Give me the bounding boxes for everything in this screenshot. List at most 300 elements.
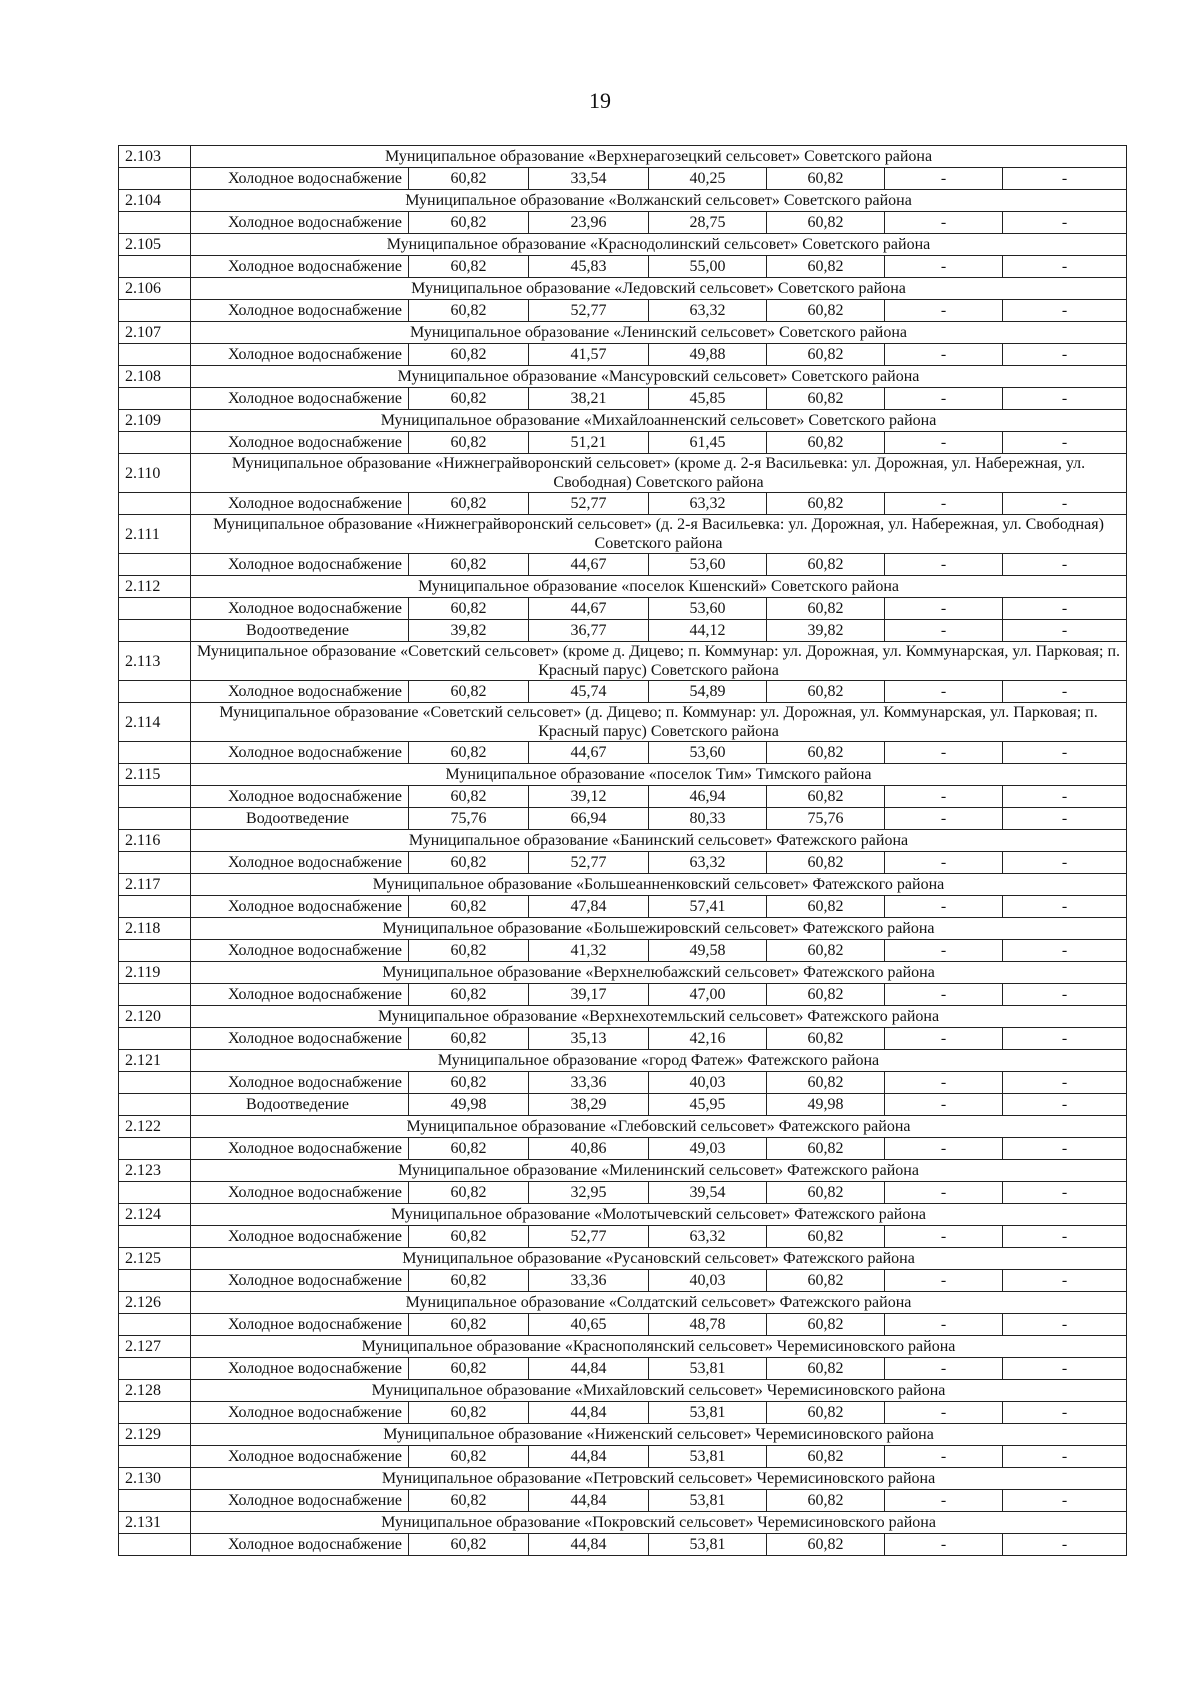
- tariff-value: 41,57: [529, 344, 649, 366]
- tariff-value: 44,67: [529, 554, 649, 576]
- service-name: Холодное водоснабжение: [191, 1182, 409, 1204]
- tariff-row: [119, 598, 1127, 620]
- tariff-value: 60,82: [767, 493, 885, 515]
- section-code: 2.116: [119, 830, 191, 852]
- section-code: 2.114: [119, 703, 191, 742]
- section-header-row: [119, 764, 1127, 786]
- tariff-value: 44,67: [529, 742, 649, 764]
- service-name: Холодное водоснабжение: [191, 432, 409, 454]
- service-name: Холодное водоснабжение: [191, 1270, 409, 1292]
- service-name: Холодное водоснабжение: [191, 786, 409, 808]
- service-name: Холодное водоснабжение: [191, 1358, 409, 1380]
- section-header-row: [119, 322, 1127, 344]
- tariff-value: 53,60: [649, 554, 767, 576]
- service-name: Холодное водоснабжение: [191, 256, 409, 278]
- empty-code-cell: [119, 598, 191, 620]
- tariff-value: -: [1003, 1226, 1127, 1248]
- tariff-row: [119, 1446, 1127, 1468]
- empty-code-cell: [119, 493, 191, 515]
- tariff-row: [119, 212, 1127, 234]
- section-header-row: [119, 1160, 1127, 1182]
- section-header-row: [119, 410, 1127, 432]
- tariff-value: 60,82: [409, 1028, 529, 1050]
- tariff-row: [119, 808, 1127, 830]
- tariff-value: 63,32: [649, 300, 767, 322]
- tariff-value: -: [885, 388, 1003, 410]
- tariff-value: -: [1003, 1358, 1127, 1380]
- tariff-value: -: [885, 1534, 1003, 1556]
- tariff-value: 42,16: [649, 1028, 767, 1050]
- tariff-row: [119, 940, 1127, 962]
- section-header-row: [119, 1116, 1127, 1138]
- service-name: Холодное водоснабжение: [191, 1028, 409, 1050]
- municipality-title: Муниципальное образование «поселок Тим» Тимского района: [191, 764, 1127, 786]
- empty-code-cell: [119, 1028, 191, 1050]
- tariff-row: [119, 1028, 1127, 1050]
- tariff-value: 60,82: [409, 1226, 529, 1248]
- section-code: 2.119: [119, 962, 191, 984]
- tariff-value: 60,82: [409, 212, 529, 234]
- empty-code-cell: [119, 1402, 191, 1424]
- tariff-row: [119, 256, 1127, 278]
- tariff-value: 39,17: [529, 984, 649, 1006]
- tariff-value: -: [885, 1314, 1003, 1336]
- tariff-value: 60,82: [767, 256, 885, 278]
- tariff-value: -: [885, 1270, 1003, 1292]
- tariff-value: -: [885, 300, 1003, 322]
- tariff-value: -: [1003, 388, 1127, 410]
- section-header-row: [119, 1336, 1127, 1358]
- section-code: 2.115: [119, 764, 191, 786]
- tariff-value: 53,81: [649, 1358, 767, 1380]
- section-code: 2.107: [119, 322, 191, 344]
- empty-code-cell: [119, 1270, 191, 1292]
- tariff-value: 60,82: [409, 1270, 529, 1292]
- tariff-value: -: [1003, 984, 1127, 1006]
- tariff-value: 60,82: [409, 1072, 529, 1094]
- service-name: Холодное водоснабжение: [191, 852, 409, 874]
- section-code: 2.128: [119, 1380, 191, 1402]
- tariff-value: 47,00: [649, 984, 767, 1006]
- tariff-row: [119, 388, 1127, 410]
- tariff-value: 54,89: [649, 681, 767, 703]
- municipality-title: Муниципальное образование «Покровский сельсовет» Черемисиновского района: [191, 1512, 1127, 1534]
- section-code: 2.120: [119, 1006, 191, 1028]
- tariff-row: [119, 1270, 1127, 1292]
- section-code: 2.104: [119, 190, 191, 212]
- tariff-value: 60,82: [767, 1490, 885, 1512]
- municipality-title: Муниципальное образование «Верхнерагозецкий сельсовет» Советского района: [191, 146, 1127, 168]
- empty-code-cell: [119, 1358, 191, 1380]
- tariff-value: -: [1003, 896, 1127, 918]
- service-name: Холодное водоснабжение: [191, 940, 409, 962]
- tariff-value: -: [885, 1072, 1003, 1094]
- municipality-title: Муниципальное образование «Краснополянский сельсовет» Черемисиновского района: [191, 1336, 1127, 1358]
- tariff-value: -: [1003, 1446, 1127, 1468]
- tariff-value: -: [885, 1490, 1003, 1512]
- tariff-value: -: [885, 1094, 1003, 1116]
- tariff-value: 80,33: [649, 808, 767, 830]
- tariff-value: 60,82: [767, 300, 885, 322]
- municipality-title: Муниципальное образование «Верхнелюбажский сельсовет» Фатежского района: [191, 962, 1127, 984]
- tariff-value: 52,77: [529, 852, 649, 874]
- tariff-value: 60,82: [409, 1402, 529, 1424]
- service-name: Холодное водоснабжение: [191, 742, 409, 764]
- tariff-value: 44,84: [529, 1402, 649, 1424]
- empty-code-cell: [119, 1534, 191, 1556]
- tariff-value: 60,82: [767, 168, 885, 190]
- tariff-value: 60,82: [409, 388, 529, 410]
- service-name: Холодное водоснабжение: [191, 1138, 409, 1160]
- tariff-value: 38,29: [529, 1094, 649, 1116]
- empty-code-cell: [119, 808, 191, 830]
- service-name: Холодное водоснабжение: [191, 1534, 409, 1556]
- empty-code-cell: [119, 620, 191, 642]
- tariff-value: 60,82: [409, 493, 529, 515]
- section-code: 2.123: [119, 1160, 191, 1182]
- municipality-title: Муниципальное образование «Советский сельсовет» (д. Дицево; п. Коммунар: ул. Дорожная, ул. Коммунарская, ул. Парковая; п. Красный парус) Советского района: [191, 703, 1127, 742]
- tariff-value: 60,82: [767, 786, 885, 808]
- empty-code-cell: [119, 896, 191, 918]
- tariff-value: 47,84: [529, 896, 649, 918]
- empty-code-cell: [119, 212, 191, 234]
- tariff-value: 39,82: [409, 620, 529, 642]
- empty-code-cell: [119, 681, 191, 703]
- section-code: 2.103: [119, 146, 191, 168]
- empty-code-cell: [119, 742, 191, 764]
- tariff-value: 60,82: [767, 896, 885, 918]
- tariff-value: -: [1003, 1094, 1127, 1116]
- service-name: Холодное водоснабжение: [191, 984, 409, 1006]
- service-name: Холодное водоснабжение: [191, 1072, 409, 1094]
- tariff-value: 39,12: [529, 786, 649, 808]
- tariff-value: 61,45: [649, 432, 767, 454]
- empty-code-cell: [119, 1446, 191, 1468]
- tariff-value: 49,58: [649, 940, 767, 962]
- tariff-value: 75,76: [767, 808, 885, 830]
- section-code: 2.131: [119, 1512, 191, 1534]
- tariff-row: [119, 344, 1127, 366]
- tariff-value: 60,82: [767, 554, 885, 576]
- tariff-row: [119, 1358, 1127, 1380]
- tariff-value: -: [1003, 168, 1127, 190]
- tariff-value: 60,82: [767, 598, 885, 620]
- municipality-title: Муниципальное образование «Миленинский сельсовет» Фатежского района: [191, 1160, 1127, 1182]
- tariff-value: 60,82: [767, 681, 885, 703]
- empty-code-cell: [119, 388, 191, 410]
- tariff-value: 60,82: [767, 1226, 885, 1248]
- tariff-value: 39,54: [649, 1182, 767, 1204]
- section-code: 2.112: [119, 576, 191, 598]
- tariff-value: -: [885, 1402, 1003, 1424]
- tariff-value: -: [885, 984, 1003, 1006]
- tariff-row: [119, 1534, 1127, 1556]
- municipality-title: Муниципальное образование «город Фатеж» Фатежского района: [191, 1050, 1127, 1072]
- municipality-title: Муниципальное образование «Большежировский сельсовет» Фатежского района: [191, 918, 1127, 940]
- tariff-value: 33,36: [529, 1072, 649, 1094]
- tariff-value: 60,82: [409, 554, 529, 576]
- tariff-value: 60,82: [409, 896, 529, 918]
- tariff-value: -: [1003, 1490, 1127, 1512]
- tariff-value: 63,32: [649, 493, 767, 515]
- tariff-value: 40,03: [649, 1270, 767, 1292]
- tariff-value: -: [1003, 852, 1127, 874]
- tariff-value: 35,13: [529, 1028, 649, 1050]
- tariff-value: 60,82: [409, 984, 529, 1006]
- tariff-value: 45,74: [529, 681, 649, 703]
- empty-code-cell: [119, 256, 191, 278]
- municipality-title: Муниципальное образование «Солдатский сельсовет» Фатежского района: [191, 1292, 1127, 1314]
- service-name: Водоотведение: [191, 1094, 409, 1116]
- municipality-title: Муниципальное образование «Молотычевский сельсовет» Фатежского района: [191, 1204, 1127, 1226]
- tariff-value: -: [1003, 493, 1127, 515]
- tariff-value: 57,41: [649, 896, 767, 918]
- tariff-row: [119, 620, 1127, 642]
- tariff-value: 52,77: [529, 300, 649, 322]
- tariff-value: 60,82: [409, 742, 529, 764]
- tariff-value: 60,82: [409, 432, 529, 454]
- tariff-value: 46,94: [649, 786, 767, 808]
- tariff-value: 60,82: [767, 1072, 885, 1094]
- section-code: 2.105: [119, 234, 191, 256]
- empty-code-cell: [119, 1094, 191, 1116]
- tariff-value: -: [885, 940, 1003, 962]
- tariff-value: -: [1003, 1028, 1127, 1050]
- tariff-value: 60,82: [409, 786, 529, 808]
- section-header-row: [119, 1292, 1127, 1314]
- tariff-row: [119, 1314, 1127, 1336]
- tariff-value: 40,86: [529, 1138, 649, 1160]
- section-header-row: [119, 1248, 1127, 1270]
- tariff-value: 40,03: [649, 1072, 767, 1094]
- tariff-value: -: [1003, 1314, 1127, 1336]
- service-name: Водоотведение: [191, 808, 409, 830]
- section-code: 2.117: [119, 874, 191, 896]
- tariff-row: [119, 896, 1127, 918]
- tariff-value: 55,00: [649, 256, 767, 278]
- tariff-value: 60,82: [767, 1314, 885, 1336]
- service-name: Холодное водоснабжение: [191, 598, 409, 620]
- empty-code-cell: [119, 300, 191, 322]
- tariff-value: 60,82: [409, 1138, 529, 1160]
- tariff-row: [119, 1182, 1127, 1204]
- tariff-value: 40,25: [649, 168, 767, 190]
- tariff-row: [119, 493, 1127, 515]
- tariff-value: 60,82: [767, 212, 885, 234]
- tariff-value: -: [1003, 940, 1127, 962]
- tariff-value: 60,82: [767, 388, 885, 410]
- empty-code-cell: [119, 432, 191, 454]
- section-header-row: [119, 830, 1127, 852]
- municipality-title: Муниципальное образование «Мансуровский сельсовет» Советского района: [191, 366, 1127, 388]
- tariff-value: -: [885, 212, 1003, 234]
- tariff-value: -: [1003, 1182, 1127, 1204]
- section-header-row: [119, 454, 1127, 493]
- service-name: Холодное водоснабжение: [191, 300, 409, 322]
- tariff-value: 60,82: [409, 344, 529, 366]
- empty-code-cell: [119, 1314, 191, 1336]
- municipality-title: Муниципальное образование «поселок Кшенский» Советского района: [191, 576, 1127, 598]
- tariff-value: -: [885, 681, 1003, 703]
- empty-code-cell: [119, 168, 191, 190]
- tariff-row: [119, 1072, 1127, 1094]
- empty-code-cell: [119, 852, 191, 874]
- tariff-value: 53,60: [649, 742, 767, 764]
- tariff-value: 41,32: [529, 940, 649, 962]
- service-name: Холодное водоснабжение: [191, 212, 409, 234]
- section-code: 2.121: [119, 1050, 191, 1072]
- tariff-row: [119, 852, 1127, 874]
- service-name: Холодное водоснабжение: [191, 554, 409, 576]
- tariff-value: -: [885, 1138, 1003, 1160]
- tariff-value: 60,82: [767, 1028, 885, 1050]
- municipality-title: Муниципальное образование «Нижнеграйворонский сельсовет» (д. 2-я Васильевка: ул. Дорожная, ул. Набережная, ул. Свободная) Советского района: [191, 515, 1127, 554]
- tariff-value: -: [885, 1226, 1003, 1248]
- section-header-row: [119, 1380, 1127, 1402]
- tariff-value: -: [885, 432, 1003, 454]
- section-header-row: [119, 190, 1127, 212]
- municipality-title: Муниципальное образование «Ниженский сельсовет» Черемисиновского района: [191, 1424, 1127, 1446]
- tariff-value: 60,82: [409, 1182, 529, 1204]
- municipality-title: Муниципальное образование «Банинский сельсовет» Фатежского района: [191, 830, 1127, 852]
- service-name: Холодное водоснабжение: [191, 493, 409, 515]
- tariff-value: 60,82: [767, 1534, 885, 1556]
- tariff-value: 63,32: [649, 852, 767, 874]
- section-header-row: [119, 1424, 1127, 1446]
- tariff-row: [119, 300, 1127, 322]
- section-code: 2.113: [119, 642, 191, 681]
- section-header-row: [119, 576, 1127, 598]
- tariff-value: 44,84: [529, 1446, 649, 1468]
- tariff-value: -: [885, 786, 1003, 808]
- municipality-title: Муниципальное образование «Краснодолинский сельсовет» Советского района: [191, 234, 1127, 256]
- tariff-value: 75,76: [409, 808, 529, 830]
- tariff-value: 60,82: [409, 168, 529, 190]
- tariff-value: -: [885, 852, 1003, 874]
- municipality-title: Муниципальное образование «Верхнехотемльский сельсовет» Фатежского района: [191, 1006, 1127, 1028]
- tariff-row: [119, 1094, 1127, 1116]
- section-header-row: [119, 962, 1127, 984]
- tariff-value: -: [885, 256, 1003, 278]
- tariff-row: [119, 1226, 1127, 1248]
- municipality-title: Муниципальное образование «Ледовский сельсовет» Советского района: [191, 278, 1127, 300]
- tariff-row: [119, 681, 1127, 703]
- municipality-title: Муниципальное образование «Большеанненковский сельсовет» Фатежского района: [191, 874, 1127, 896]
- tariff-value: -: [885, 493, 1003, 515]
- tariff-value: 60,82: [767, 432, 885, 454]
- tariff-value: 60,82: [409, 1534, 529, 1556]
- tariff-row: [119, 432, 1127, 454]
- section-code: 2.125: [119, 1248, 191, 1270]
- section-header-row: [119, 366, 1127, 388]
- tariff-value: 60,82: [767, 1270, 885, 1292]
- service-name: Холодное водоснабжение: [191, 344, 409, 366]
- tariff-value: 44,84: [529, 1534, 649, 1556]
- tariff-row: [119, 1402, 1127, 1424]
- tariff-value: 44,12: [649, 620, 767, 642]
- tariff-value: 45,85: [649, 388, 767, 410]
- tariff-value: -: [1003, 344, 1127, 366]
- section-header-row: [119, 278, 1127, 300]
- municipality-title: Муниципальное образование «Русановский сельсовет» Фатежского района: [191, 1248, 1127, 1270]
- tariff-value: 60,82: [409, 598, 529, 620]
- section-code: 2.122: [119, 1116, 191, 1138]
- tariff-value: 60,82: [409, 1446, 529, 1468]
- section-header-row: [119, 874, 1127, 896]
- tariff-row: [119, 168, 1127, 190]
- tariff-value: 38,21: [529, 388, 649, 410]
- section-code: 2.127: [119, 1336, 191, 1358]
- section-code: 2.130: [119, 1468, 191, 1490]
- section-header-row: [119, 1468, 1127, 1490]
- tariff-value: 60,82: [409, 1358, 529, 1380]
- section-code: 2.126: [119, 1292, 191, 1314]
- municipality-title: Муниципальное образование «Михайлоанненский сельсовет» Советского района: [191, 410, 1127, 432]
- tariff-value: 48,78: [649, 1314, 767, 1336]
- tariff-value: 36,77: [529, 620, 649, 642]
- tariff-value: -: [885, 598, 1003, 620]
- tariff-value: -: [885, 1446, 1003, 1468]
- tariff-value: 23,96: [529, 212, 649, 234]
- tariff-value: 60,82: [409, 1490, 529, 1512]
- tariff-value: 40,65: [529, 1314, 649, 1336]
- municipality-title: Муниципальное образование «Ленинский сельсовет» Советского района: [191, 322, 1127, 344]
- table-body: [119, 146, 1127, 1556]
- tariff-value: -: [1003, 212, 1127, 234]
- tariff-row: [119, 984, 1127, 1006]
- municipality-title: Муниципальное образование «Глебовский сельсовет» Фатежского района: [191, 1116, 1127, 1138]
- empty-code-cell: [119, 344, 191, 366]
- tariff-value: 60,82: [767, 1446, 885, 1468]
- service-name: Холодное водоснабжение: [191, 896, 409, 918]
- section-code: 2.124: [119, 1204, 191, 1226]
- service-name: Холодное водоснабжение: [191, 1226, 409, 1248]
- tariff-value: 60,82: [767, 1138, 885, 1160]
- tariff-value: 32,95: [529, 1182, 649, 1204]
- tariff-value: 66,94: [529, 808, 649, 830]
- tariff-value: -: [885, 168, 1003, 190]
- section-code: 2.110: [119, 454, 191, 493]
- tariff-value: 60,82: [767, 742, 885, 764]
- section-code: 2.106: [119, 278, 191, 300]
- empty-code-cell: [119, 786, 191, 808]
- tariff-value: -: [1003, 742, 1127, 764]
- tariff-value: -: [1003, 1072, 1127, 1094]
- tariff-value: 44,84: [529, 1490, 649, 1512]
- empty-code-cell: [119, 1138, 191, 1160]
- empty-code-cell: [119, 1182, 191, 1204]
- service-name: Холодное водоснабжение: [191, 168, 409, 190]
- tariff-row: [119, 1490, 1127, 1512]
- empty-code-cell: [119, 1072, 191, 1094]
- tariff-value: 60,82: [767, 1358, 885, 1380]
- tariff-value: -: [885, 344, 1003, 366]
- tariff-value: -: [1003, 1402, 1127, 1424]
- section-code: 2.109: [119, 410, 191, 432]
- tariff-value: -: [1003, 1534, 1127, 1556]
- service-name: Холодное водоснабжение: [191, 388, 409, 410]
- tariff-value: 60,82: [767, 940, 885, 962]
- section-header-row: [119, 146, 1127, 168]
- tariff-value: -: [1003, 786, 1127, 808]
- tariff-value: 53,81: [649, 1446, 767, 1468]
- tariff-value: 60,82: [767, 852, 885, 874]
- tariff-table: [118, 145, 1127, 1556]
- tariff-value: -: [1003, 808, 1127, 830]
- tariff-value: 60,82: [767, 344, 885, 366]
- tariff-value: 44,84: [529, 1358, 649, 1380]
- section-code: 2.111: [119, 515, 191, 554]
